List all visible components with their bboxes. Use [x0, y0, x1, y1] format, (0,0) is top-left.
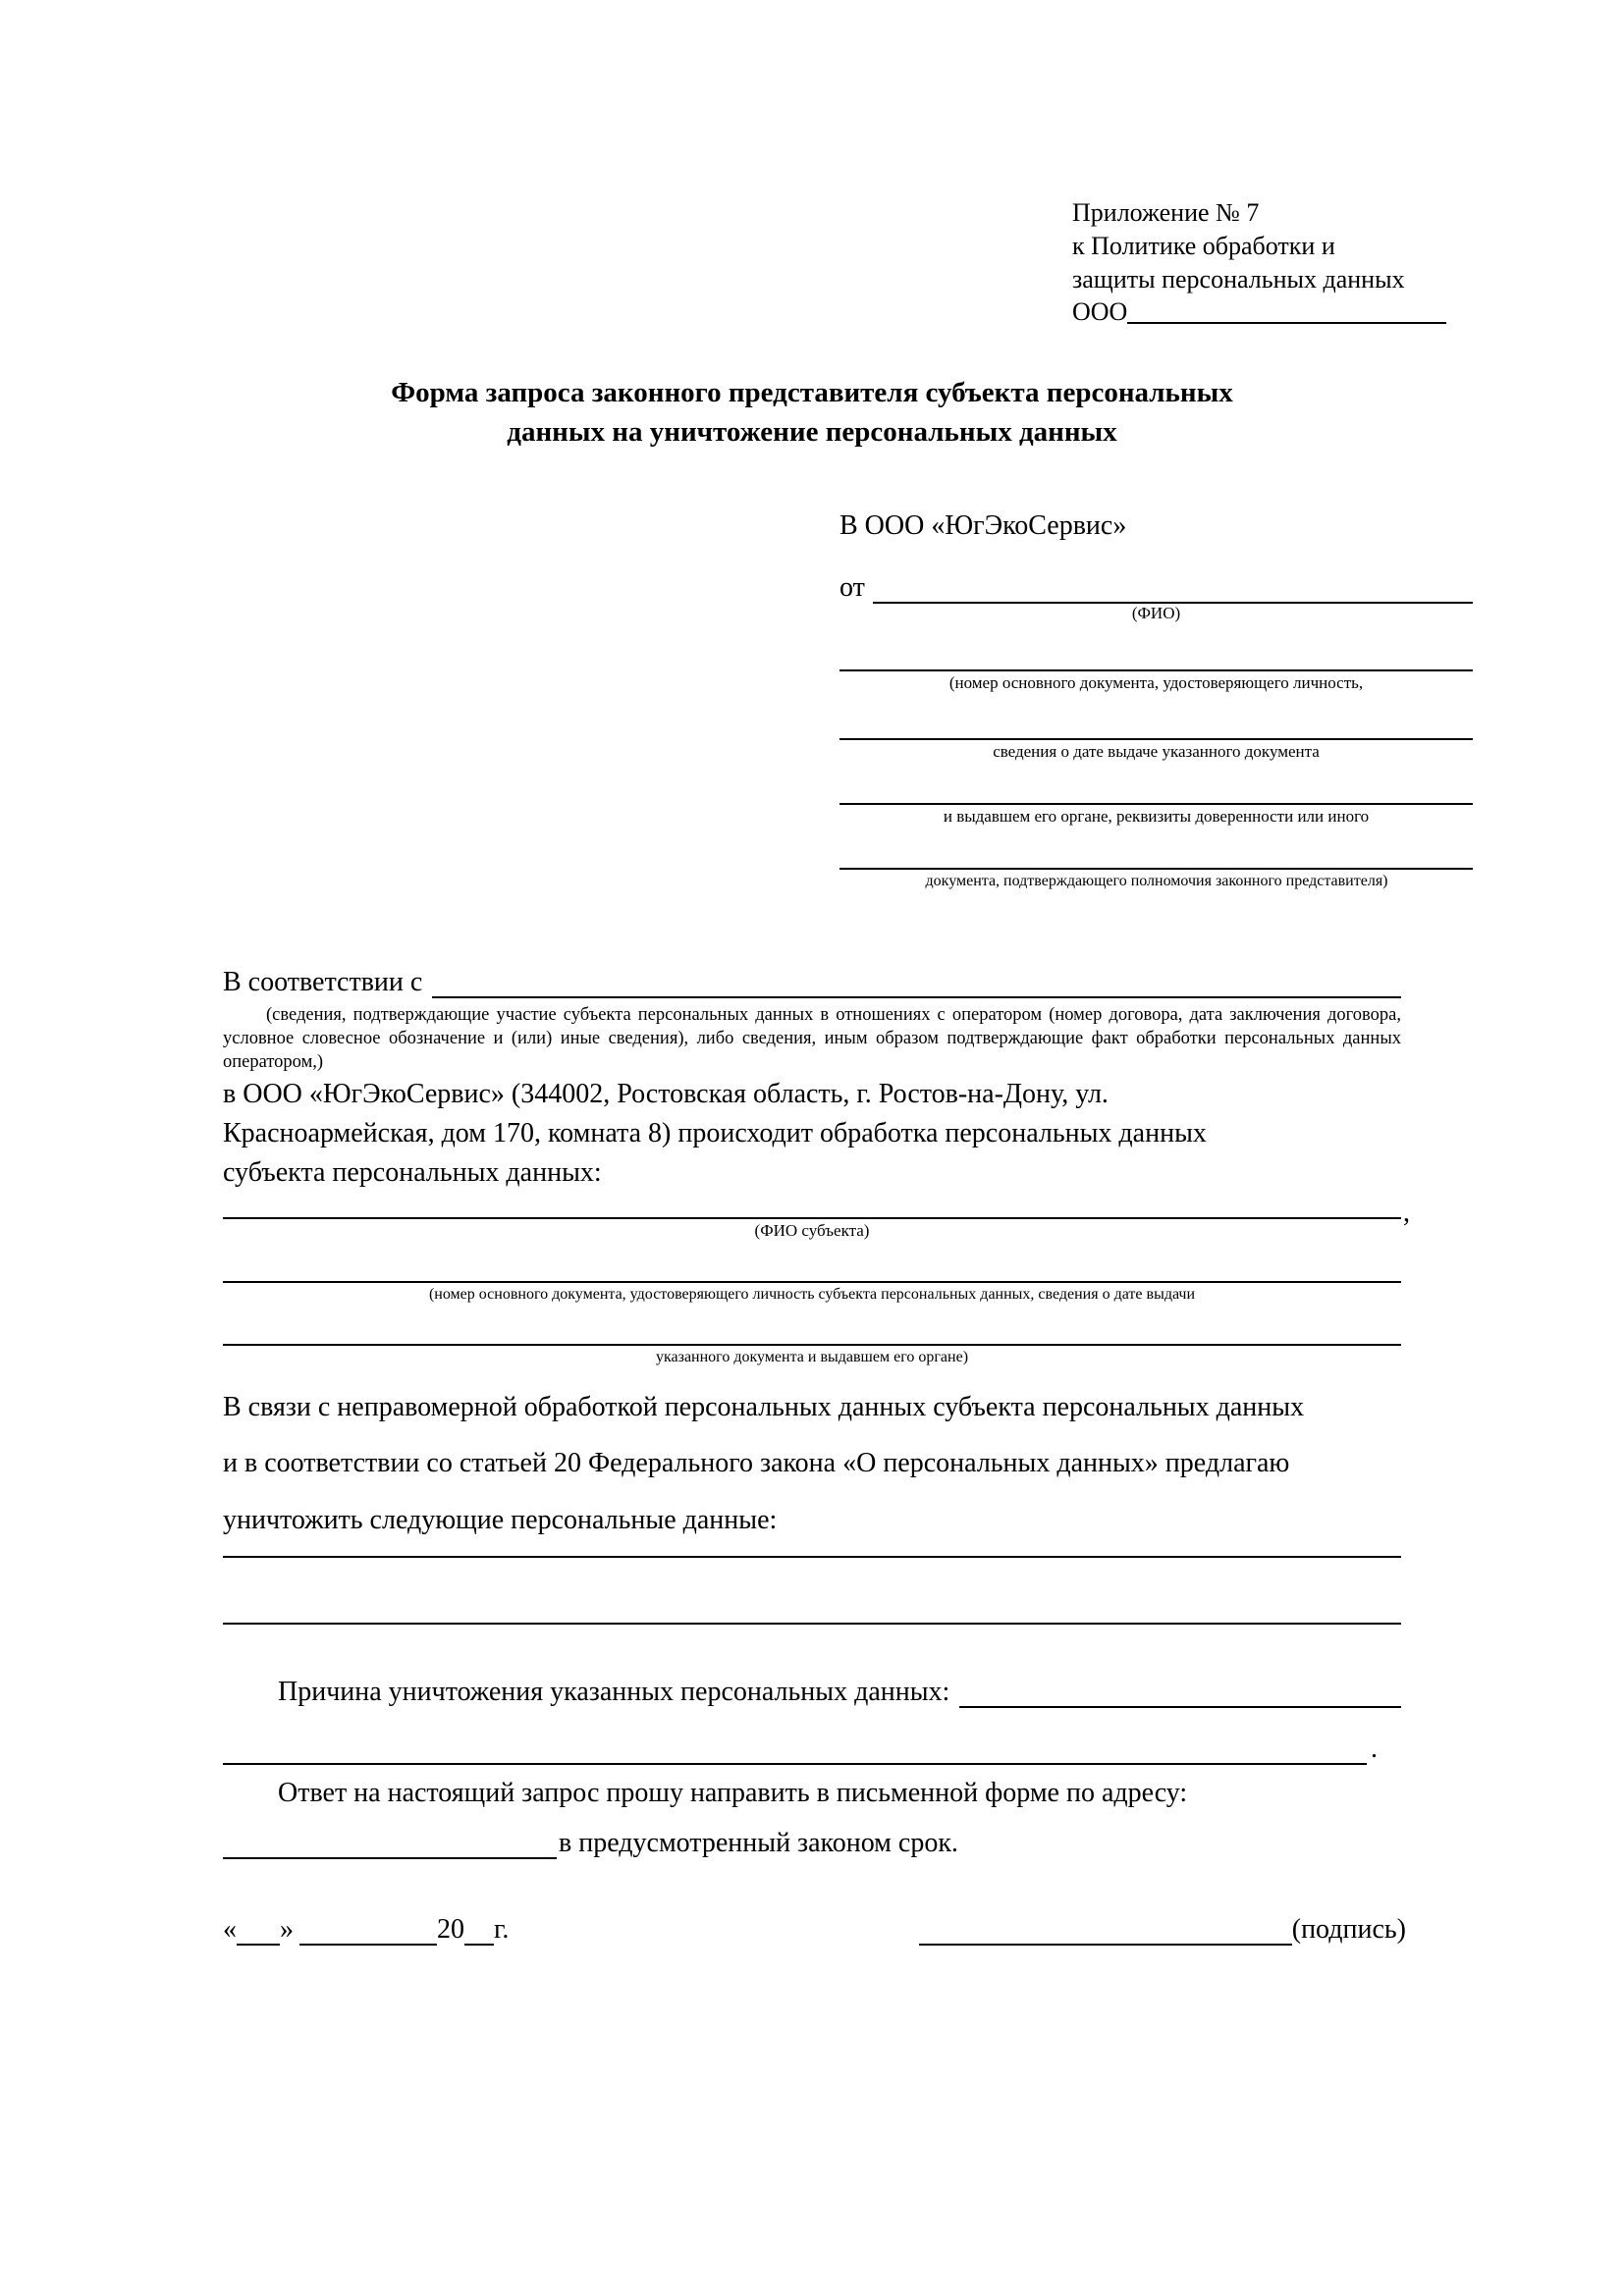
from-name-blank[interactable]: [873, 576, 1473, 604]
operator-address-line-3: субъекта персональных данных:: [223, 1156, 602, 1188]
company-name-blank[interactable]: [1127, 296, 1446, 324]
caption-doc-authority: документа, подтверждающего полномочия законного представителя): [925, 873, 1388, 889]
subject-fio-blank[interactable]: [223, 1217, 1401, 1219]
date-group: [223, 1914, 509, 1946]
appendix-company-line: [1072, 295, 1534, 329]
in-accordance-fineprint: (сведения, подтверждающие участие субъекта персональных данных в отношениях с оператором (номер договора, дата заключения договора, условное словесное обозначение и (или) иные сведения), либо сведения, иным образом подтверждающие факт обработки персональных данных оператором,): [223, 1005, 1401, 1073]
doc-date-blank[interactable]: [839, 738, 1473, 740]
appendix-number: Приложение № 7: [1072, 198, 1260, 227]
operator-address-paragraph: [223, 1075, 1406, 1192]
day-blank[interactable]: [237, 1920, 280, 1946]
from-field-row: [839, 572, 1473, 604]
reason-blank[interactable]: [959, 1681, 1401, 1708]
company-prefix-label: ООО: [1072, 297, 1128, 327]
answer-paragraph: Ответ на настоящий запрос прошу направить в письменной форме по адресу:: [278, 1778, 1188, 1808]
page-title-line-2: данных на уничтожение персональных данных: [507, 416, 1117, 449]
doc-organ-blank[interactable]: [839, 803, 1473, 805]
caption-subject-doc: (номер основного документа, удостоверяющего личность субъекта персональных данных, сведения о дате выдачи: [428, 1286, 1196, 1303]
personal-data-list-blank-1[interactable]: [223, 1556, 1401, 1558]
appendix-header: [1072, 196, 1534, 329]
addressee-organization: В ООО «ЮгЭкоСервис»: [839, 510, 1127, 541]
appendix-policy-line-1: к Политике обработки и: [1072, 231, 1335, 260]
reason-tail-row: [223, 1734, 1401, 1765]
destruction-statement-line-2: и в соответствии со статьей 20 Федерального закона «О персональных данных» предлагаю: [223, 1448, 1290, 1479]
caption-doc-organ: и выдавшем его органе, реквизиты доверенности или иного: [943, 807, 1370, 826]
caption-subject-fio: (ФИО субъекта): [754, 1221, 870, 1240]
reason-row: [223, 1677, 1401, 1708]
page-title-line-1: Форма запроса законного представителя субъекта персональных: [391, 377, 1233, 408]
operator-address-line-2: Красноармейская, дом 170, комната 8) происходит обработка персональных данных: [223, 1117, 1207, 1148]
answer-address-row: [223, 1828, 1401, 1859]
subject-organ-blank[interactable]: [223, 1344, 1401, 1346]
subject-doc-blank[interactable]: [223, 1281, 1401, 1283]
signature-group: [919, 1914, 1406, 1946]
destruction-statement-line-1: В связи с неправомерной обработкой персональных данных субъекта персональных данных: [223, 1392, 1305, 1422]
in-accordance-blank[interactable]: [432, 971, 1401, 998]
from-label: от: [839, 572, 865, 603]
signature-blank[interactable]: [919, 1920, 1292, 1946]
caption-doc-date: сведения о дате выдаче указанного документа: [993, 742, 1320, 761]
caption-doc-number: (номер основного документа, удостоверяющего личность,: [948, 673, 1364, 692]
year-blank[interactable]: [464, 1920, 494, 1946]
answer-address-tail: в предусмотренный законом срок.: [559, 1828, 958, 1858]
year-suffix: г.: [494, 1914, 510, 1945]
caption-fio: (ФИО): [1131, 604, 1181, 622]
answer-address-blank[interactable]: [223, 1832, 557, 1859]
subject-fio-comma: ,: [1403, 1198, 1410, 1228]
month-blank[interactable]: [299, 1920, 437, 1946]
page-title: [223, 373, 1401, 452]
in-accordance-label: В соответствии с: [223, 967, 423, 997]
doc-authority-blank[interactable]: [839, 868, 1473, 870]
year-prefix: 20: [437, 1914, 464, 1945]
in-accordance-row: [223, 967, 1401, 998]
destruction-statement: [223, 1379, 1406, 1548]
quote-open: «: [223, 1914, 237, 1945]
reason-blank-continued[interactable]: [223, 1737, 1367, 1765]
caption-subject-organ: указанного документа и выдавшем его органе): [655, 1349, 969, 1365]
signature-label: (подпись): [1291, 1914, 1406, 1945]
reason-label: Причина уничтожения указанных персональных данных:: [278, 1677, 950, 1707]
doc-number-blank[interactable]: [839, 669, 1473, 671]
quote-close: »: [280, 1914, 294, 1945]
personal-data-list-blank-2[interactable]: [223, 1623, 1401, 1625]
operator-address-line-1: в ООО «ЮгЭкоСервис» (344002, Ростовская область, г. Ростов-на-Дону, ул.: [223, 1079, 1109, 1109]
destruction-statement-line-3: уничтожить следующие персональные данные:: [223, 1504, 778, 1535]
reason-period: .: [1371, 1734, 1378, 1764]
signature-row: [223, 1914, 1406, 1946]
appendix-policy-line-2: защиты персональных данных: [1072, 264, 1405, 294]
